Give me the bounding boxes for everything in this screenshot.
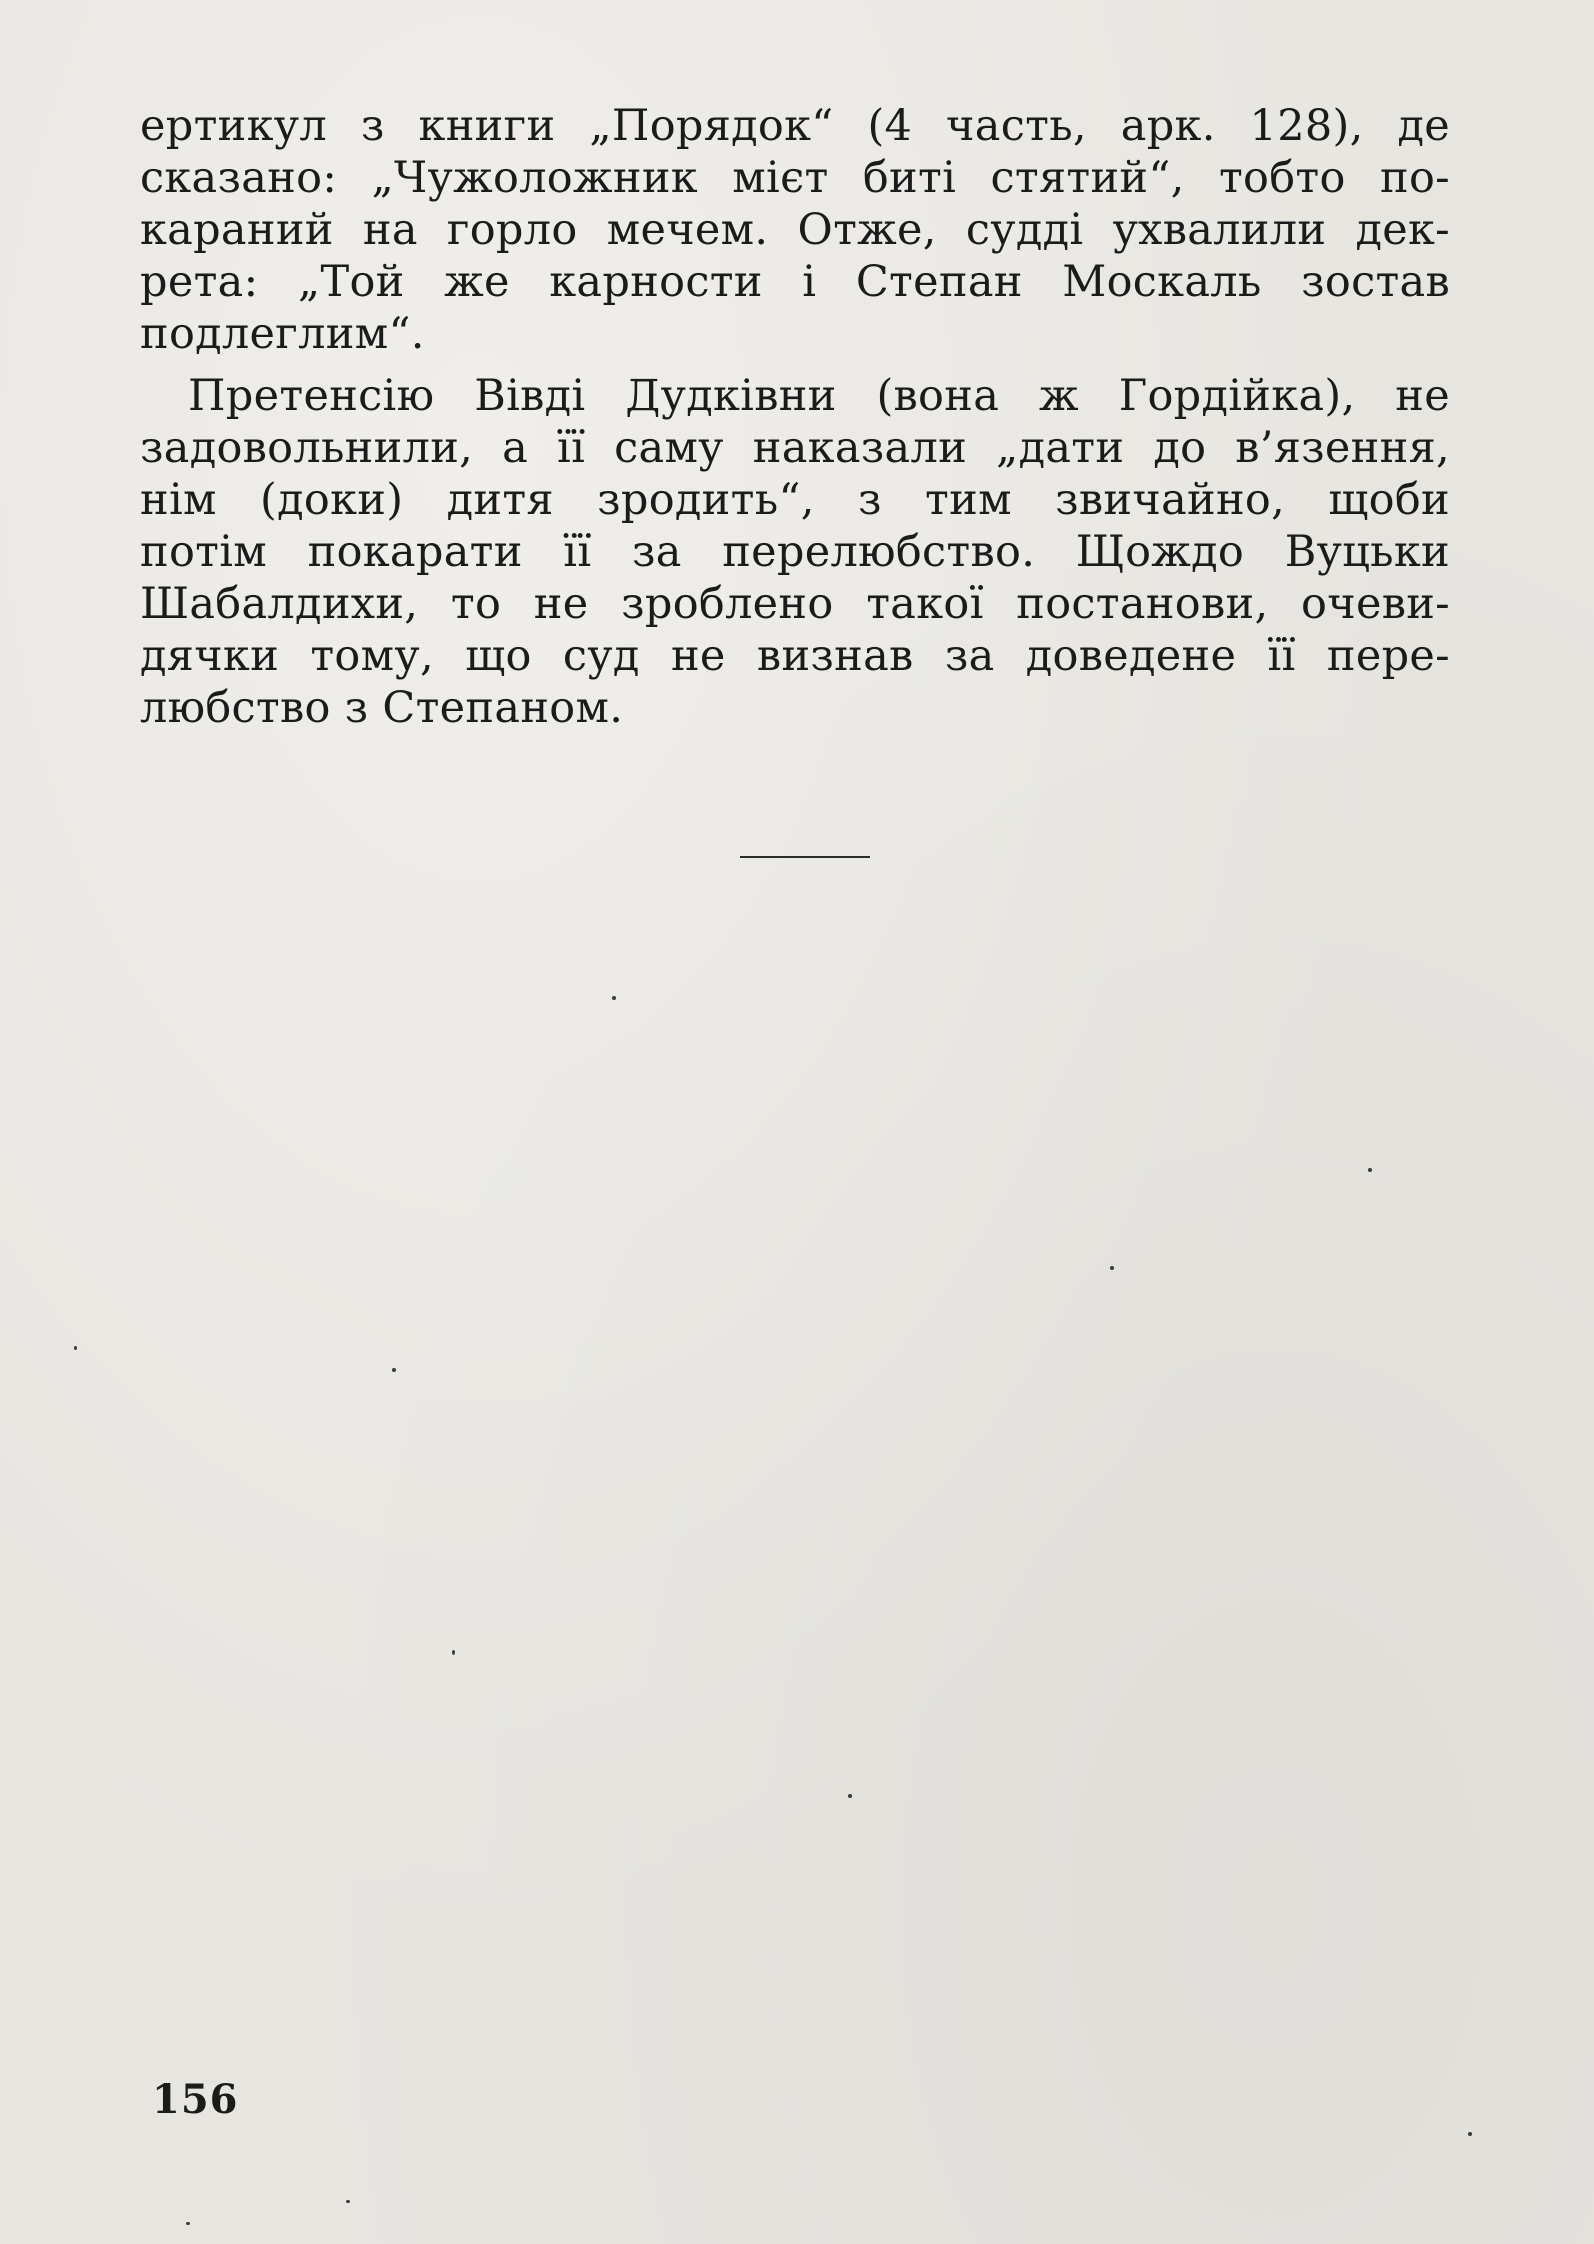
text-line: задовольнили, а її саму наказали „дати до в’язення,	[140, 423, 1450, 473]
print-speck	[346, 2200, 350, 2203]
text-line: дячки тому, що суд не визнав за доведене її пере-	[140, 631, 1450, 681]
print-speck	[186, 2222, 190, 2225]
text-line: Шабалдихи, то не зроблено такої постанови, очеви-	[140, 579, 1450, 629]
section-divider	[740, 856, 870, 858]
text-line: любство з Степаном.	[140, 683, 624, 733]
print-speck	[392, 1368, 396, 1372]
text-line: караний на горло мечем. Отже, судді ухвалили дек-	[140, 205, 1450, 255]
text-line: рета: „Той же карности і Степан Москаль зостав	[140, 257, 1450, 307]
text-line: нім (доки) дитя зродить“, з тим звичайно, щоби	[140, 475, 1450, 525]
print-speck	[848, 1794, 852, 1798]
print-speck	[452, 1650, 455, 1655]
print-speck	[1368, 1168, 1372, 1172]
text-line: подлеглим“.	[140, 309, 425, 359]
text-line: потім покарати її за перелюбство. Щождо Вуцьки	[140, 527, 1450, 577]
print-speck	[612, 996, 616, 1000]
text-line: ертикул з книги „Порядок“ (4 часть, арк. 128), де	[140, 101, 1450, 151]
print-speck	[1110, 1266, 1114, 1270]
print-speck	[1468, 2132, 1472, 2136]
text-line: сказано: „Чужоложник мієт биті стятий“, тобто по-	[140, 153, 1450, 203]
print-speck	[74, 1346, 77, 1350]
page-number: 156	[152, 2076, 239, 2123]
text-line: Претенсію Вівді Дудківни (вона ж Гордійка), не	[188, 371, 1450, 421]
